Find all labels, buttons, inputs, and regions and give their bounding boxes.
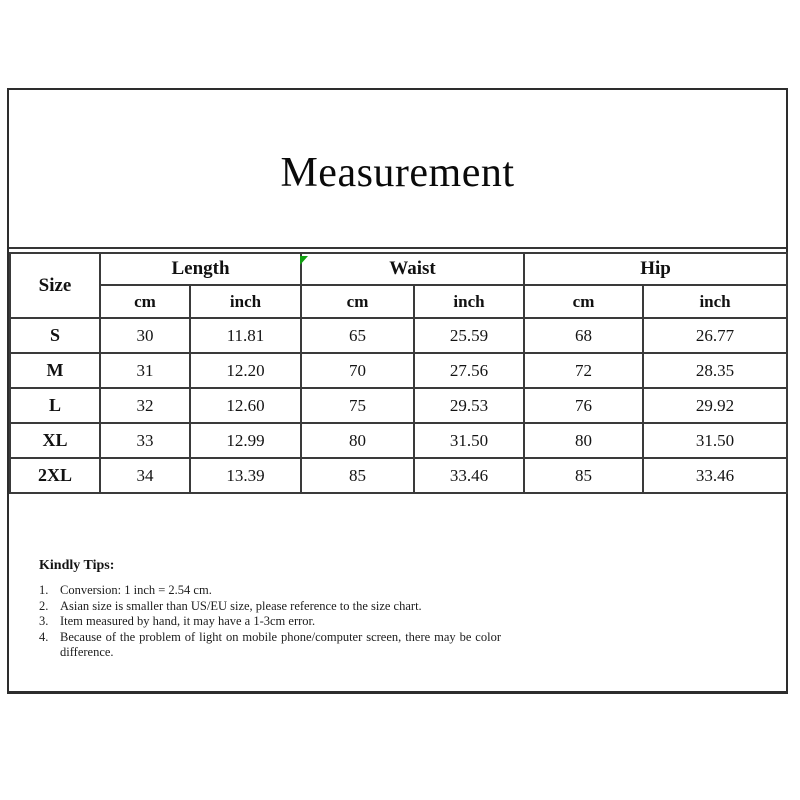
tip-item [39,583,501,599]
tip-text: Asian size is smaller than US/EU size, please reference to the size chart. [60,598,422,613]
title-section [9,90,786,249]
size-label: XL [10,423,100,458]
unit-header-hip-cm: cm [524,285,643,318]
table-row [10,318,787,353]
measurement-value: 33.46 [643,458,787,493]
measurement-value: 31.50 [414,423,524,458]
unit-header-length-cm: cm [100,285,190,318]
table-row [10,423,787,458]
measurement-value: 65 [301,318,414,353]
table-row [10,388,787,423]
tip-item [39,614,501,630]
size-label: 2XL [10,458,100,493]
measurement-value: 76 [524,388,643,423]
measurement-value: 32 [100,388,190,423]
tip-item [39,630,501,661]
unit-header-waist-cm: cm [301,285,414,318]
measurement-value: 31.50 [643,423,787,458]
measurement-sheet [7,88,788,694]
size-label: L [10,388,100,423]
table-row [10,458,787,493]
measurement-value: 13.39 [190,458,301,493]
measurement-value: 34 [100,458,190,493]
measurement-value: 12.99 [190,423,301,458]
measurement-value: 85 [301,458,414,493]
table-header-row [10,253,787,285]
column-header-length: Length [100,253,301,285]
measurement-value: 29.53 [414,388,524,423]
measurement-value: 12.20 [190,353,301,388]
measurement-value: 30 [100,318,190,353]
unit-header-row [10,285,787,318]
tip-number: 3. [39,614,49,628]
tips-heading: Kindly Tips: [39,558,115,573]
column-header-waist: Waist [301,253,524,285]
measurement-value: 80 [524,423,643,458]
tip-text: Because of the problem of light on mobile phone/computer screen, there may be color difference. [60,629,501,659]
tip-item [39,599,501,615]
column-header-hip: Hip [524,253,787,285]
unit-header-hip-inch: inch [643,285,787,318]
measurement-value: 28.35 [643,353,787,388]
tip-number: 4. [39,629,49,644]
column-header-size: Size [10,253,100,318]
unit-header-length-inch: inch [190,285,301,318]
size-table [9,252,788,494]
measurement-value: 11.81 [190,318,301,353]
size-label: M [10,353,100,388]
size-label: S [10,318,100,353]
tip-text: Conversion: 1 inch = 2.54 cm. [60,583,212,597]
measurement-value: 26.77 [643,318,787,353]
measurement-value: 85 [524,458,643,493]
measurement-value: 29.92 [643,388,787,423]
measurement-value: 12.60 [190,388,301,423]
measurement-value: 33 [100,423,190,458]
measurement-value: 80 [301,423,414,458]
page-title: Measurement [280,149,515,196]
unit-header-waist-inch: inch [414,285,524,318]
measurement-value: 72 [524,353,643,388]
table-row [10,353,787,388]
measurement-value: 25.59 [414,318,524,353]
tip-number: 1. [39,583,49,597]
measurement-value: 33.46 [414,458,524,493]
measurement-value: 27.56 [414,353,524,388]
measurement-value: 31 [100,353,190,388]
tip-number: 2. [39,598,49,613]
tips-section [39,558,501,661]
measurement-value: 75 [301,388,414,423]
tip-text: Item measured by hand, it may have a 1-3cm error. [60,614,316,628]
measurement-value: 68 [524,318,643,353]
measurement-value: 70 [301,353,414,388]
